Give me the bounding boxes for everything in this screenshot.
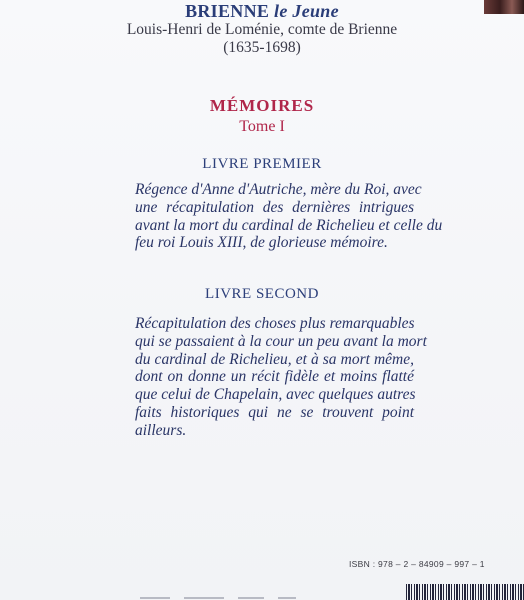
author-name bbox=[0, 1, 524, 22]
isbn-label: ISBN : 978 – 2 – 84909 – 997 – 1 bbox=[349, 559, 485, 569]
summary-line: qui se passaient à la cour un peu avant la mort bbox=[135, 332, 427, 350]
summary-line: Récapitulation des choses plus remarquables bbox=[135, 315, 415, 332]
summary-line: feu roi Louis XIII, de glorieuse mémoire. bbox=[135, 234, 388, 252]
barcode bbox=[406, 584, 524, 600]
summary-line: du cardinal de Richelieu, et à sa mort même, bbox=[135, 350, 414, 368]
book-one-heading: LIVRE PREMIER bbox=[202, 156, 322, 172]
summary-line: que celui de Chapelain, avec quelques autres bbox=[135, 386, 416, 404]
footer-bleed-text bbox=[140, 593, 310, 600]
author-surname: BRIENNE bbox=[185, 1, 270, 21]
summary-line: dont on donne un récit fidèle et moins flatté bbox=[135, 368, 414, 386]
work-title: MÉMOIRES bbox=[209, 96, 315, 115]
book-one-summary bbox=[135, 181, 443, 252]
author-full-name: Louis-Henri de Loménie, comte de Brienne bbox=[126, 21, 398, 38]
book-two-summary bbox=[135, 315, 427, 440]
summary-line: avant la mort du cardinal de Richelieu et celle du bbox=[135, 216, 443, 234]
author-dates: (1635-1698) bbox=[223, 39, 301, 56]
summary-line: Régence d'Anne d'Autriche, mère du Roi, avec bbox=[135, 181, 422, 198]
book-two-heading: LIVRE SECOND bbox=[205, 286, 319, 302]
volume-label: Tome I bbox=[239, 118, 285, 135]
summary-line: une récapitulation des dernières intrigues bbox=[135, 198, 414, 216]
summary-line: faits historiques qui ne se trouvent point bbox=[135, 403, 414, 421]
summary-line: ailleurs. bbox=[135, 421, 187, 439]
author-suffix: le Jeune bbox=[274, 1, 339, 21]
